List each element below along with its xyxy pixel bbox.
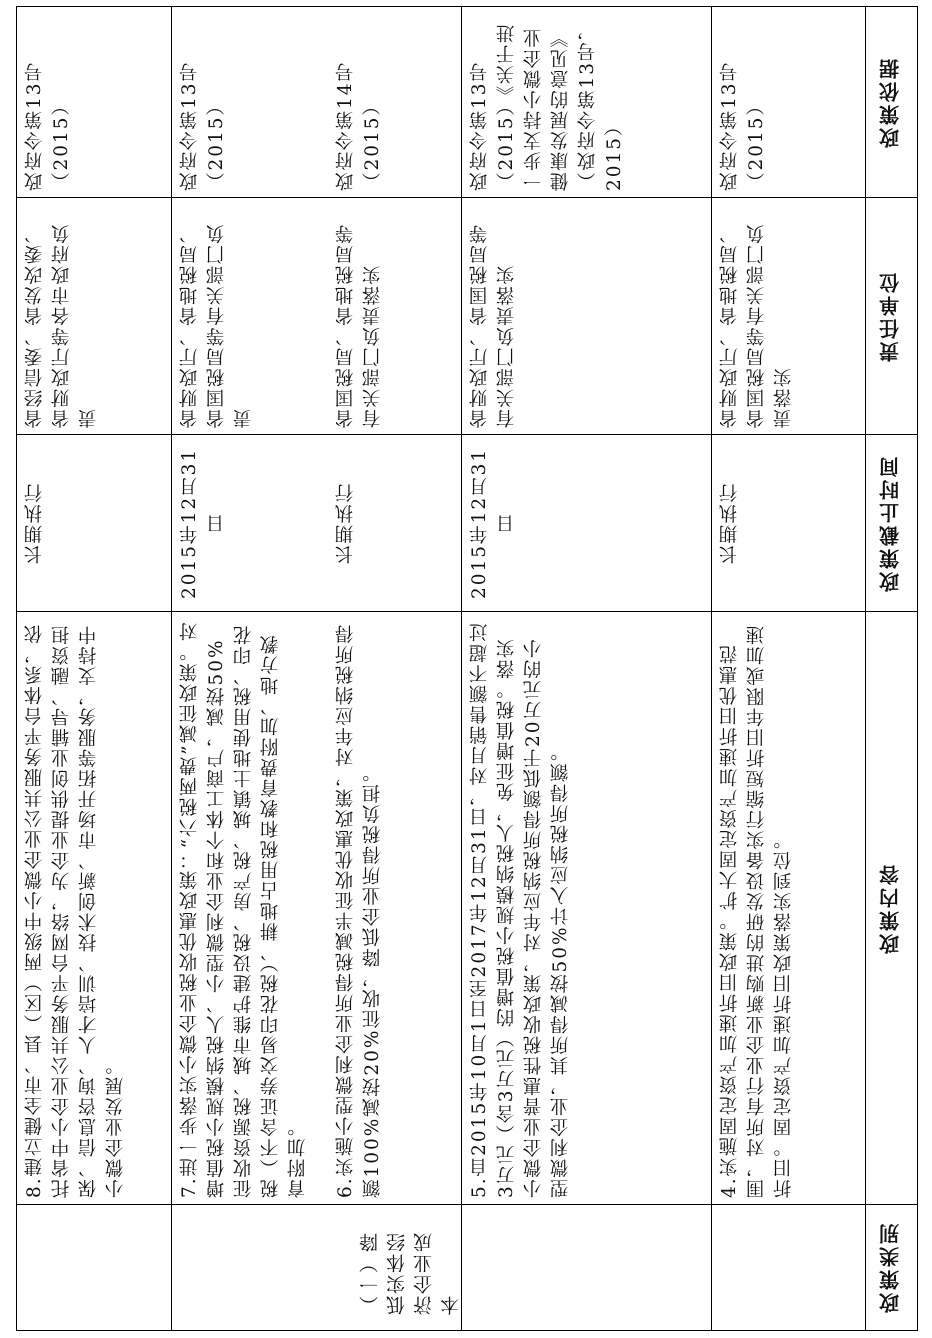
- item-1-agency-text: 省财政厅、省地税局、省国税局等有关部门负责落实: [719, 223, 794, 428]
- item-4-content: [172, 612, 327, 1204]
- item-3-basis: [328, 7, 461, 197]
- item-4-deadline-text: 2015年12月31日: [179, 447, 227, 599]
- item-1-content-text: 4.实施固定资产加速折旧政策。扩大固定资产加速折旧优惠范围，对所有行业企业新购进的研发设备实行缩短折旧年限或加速折旧。固定资产加速折旧政策落实到位。: [719, 624, 794, 1198]
- item-5-agency-text: 省经信委、省发改委、省财政厅等各市政府负责: [24, 223, 99, 428]
- header-basis: [866, 7, 916, 197]
- item-2-basis-text: 政府令第13号（2015）《关于进一步支持小微企业健康发展的意见》（政府令第13号，2015）: [469, 19, 625, 191]
- item-1-basis: [712, 7, 865, 197]
- item-5-content: [17, 612, 171, 1204]
- item-3-deadline-text: 长期执行: [335, 482, 356, 564]
- category-text: （一）降低实体经济企业成本: [359, 1231, 462, 1315]
- item-3-deadline: [328, 435, 461, 611]
- item-2-content-text: 5.自2015年10月1日至2017年12月31日，对月销售额不超过3万元（含3万元）的增值税小规模纳税人，免征增值税。落实小微企业普惠性税收政策，对年应纳税所得额低于20万元的小型微利企业，其所得减按50%计入应纳税所得额。: [469, 621, 571, 1198]
- item-5-deadline: [17, 435, 171, 611]
- item-4-agency-text: 省财政厅、省地税局、省国税局等有关部门负责: [179, 223, 254, 428]
- header-deadline: [866, 435, 916, 611]
- item-2-deadline: [462, 435, 711, 611]
- header-content: [866, 612, 916, 1204]
- item-4-basis: [172, 7, 327, 197]
- item-2-deadline-text: 2015年12月31日: [469, 447, 517, 599]
- item-3-agency: [328, 198, 461, 434]
- item-4-agency: [172, 198, 327, 434]
- item-1-agency: [712, 198, 865, 434]
- item-5-deadline-text: 长期执行: [24, 482, 45, 564]
- item-1-deadline: [712, 435, 865, 611]
- item-4-deadline: [172, 435, 327, 611]
- item-2-basis: [462, 7, 711, 197]
- item-5-basis-text: 政府令第13号（2015）: [24, 60, 72, 191]
- item-3-basis-text: 政府令第14号（2015）: [335, 60, 383, 191]
- header-category-label: 政策类别: [878, 1221, 903, 1313]
- item-4-basis-text: 政府令第13号（2015）: [179, 60, 227, 191]
- header-deadline-label: 政策截止时间: [878, 454, 903, 592]
- item-2-agency-text: 省财政厅、省国税局等有关部门负责落实: [469, 223, 517, 428]
- item-3-agency-text: 省国税局、省地税局等有关部门负责落实: [335, 223, 383, 428]
- header-basis-label: 政策依据: [878, 56, 903, 148]
- category-cell: [17, 1205, 865, 1329]
- item-5-basis: [17, 7, 171, 197]
- item-1-basis-text: 政府令第13号（2015）: [719, 60, 767, 191]
- header-agency: [866, 198, 916, 434]
- item-2-agency: [462, 198, 711, 434]
- item-4-content-text: 7.进一步落实小微企业税收优惠政策：“六税两费”减征政策。对增值税小规模纳税人、小型微利企业和个体工商户，减按50%征收资源税、城市维护建设税、房产税、城镇土地使用税、印花税（不含证券交易印花税）、耕地占用税和教育费附加、地方教育附加。: [179, 620, 308, 1198]
- item-3-content: [328, 612, 461, 1204]
- header-content-label: 政策内容: [878, 862, 903, 954]
- policy-table: [16, 6, 918, 1331]
- header-category: [866, 1205, 916, 1329]
- item-1-deadline-text: 长期执行: [719, 482, 740, 564]
- item-1-content: [712, 612, 865, 1204]
- header-agency-label: 责任单位: [878, 270, 903, 362]
- item-5-content-text: 8.建立健全市、县（区）两级中小微企业公共服务平台体系，依托省中小企业公共服务平台网络，为企业提供创业辅导、融资担保、信息咨询、人才培训、技术创新、市场开拓等服务，支持中小微企业发展。: [24, 622, 126, 1198]
- item-5-agency: [17, 198, 171, 434]
- item-2-content: [462, 612, 711, 1204]
- item-3-content-text: 6.实施小型微利企业所得税减半征收优惠政策，对年应纳税所得额100%减按20%征收，降低企业所得税负担。: [335, 622, 383, 1198]
